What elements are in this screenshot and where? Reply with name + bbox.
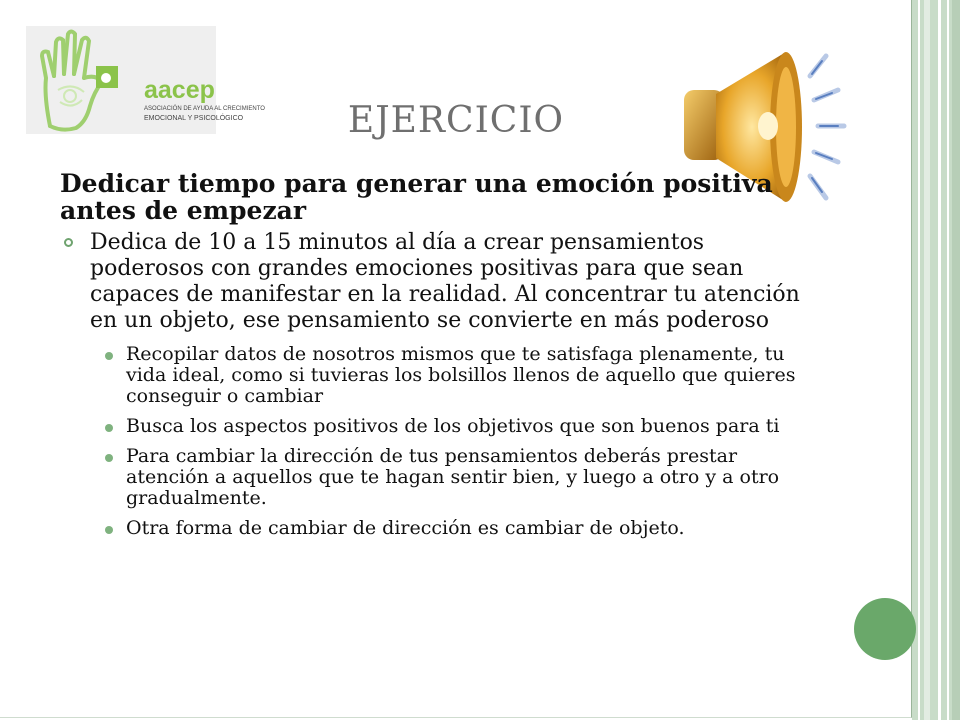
sub-bullet-text: Otra forma de cambiar de dirección es cambiar de objeto. — [126, 517, 685, 539]
bullet-ring-icon — [64, 238, 73, 247]
sub-bullet — [60, 344, 820, 407]
slide-content — [60, 170, 820, 548]
slide-title: EJERCICIO — [347, 100, 565, 141]
sub-bullet — [60, 446, 820, 509]
bullet-dot-icon — [105, 424, 113, 432]
sub-bullet — [60, 416, 820, 437]
logo-name: aacep — [144, 76, 215, 104]
main-bullet — [60, 230, 820, 334]
sub-bullet-text: Busca los aspectos positivos de los objetivos que son buenos para ti — [126, 415, 780, 437]
main-bullet-text: Dedica de 10 a 15 minutos al día a crear pensamientos poderosos con grandes emociones positivas para que sean capaces de manifestar en la realidad. Al concentrar tu atención en un objeto, ese pensamiento se convierte en más poderoso — [90, 230, 800, 333]
bullet-dot-icon — [105, 526, 113, 534]
sub-bullet-text: Para cambiar la dirección de tus pensamientos deberás prestar atención a aquellos que te hagan sentir bien, y luego a otro y a otro gradualmente. — [126, 445, 780, 509]
logo-subline-1: ASOCIACIÓN DE AYUDA AL CRECIMIENTO — [144, 106, 265, 112]
green-circle-decoration — [854, 598, 916, 660]
right-decorative-border — [912, 0, 960, 720]
slide-subtitle: Dedicar tiempo para generar una emoción positiva antes de empezar — [60, 169, 773, 225]
bullet-dot-icon — [105, 352, 113, 360]
sub-bullet-list — [60, 344, 820, 539]
logo-subline-2: EMOCIONAL Y PSICOLÓGICO — [144, 115, 244, 122]
sub-bullet-text: Recopilar datos de nosotros mismos que te satisfaga plenamente, tu vida ideal, como si tuvieras los bolsillos llenos de aquello que quieres conseguir o cambiar — [126, 343, 796, 407]
bullet-dot-icon — [105, 454, 113, 462]
sub-bullet — [60, 518, 820, 539]
